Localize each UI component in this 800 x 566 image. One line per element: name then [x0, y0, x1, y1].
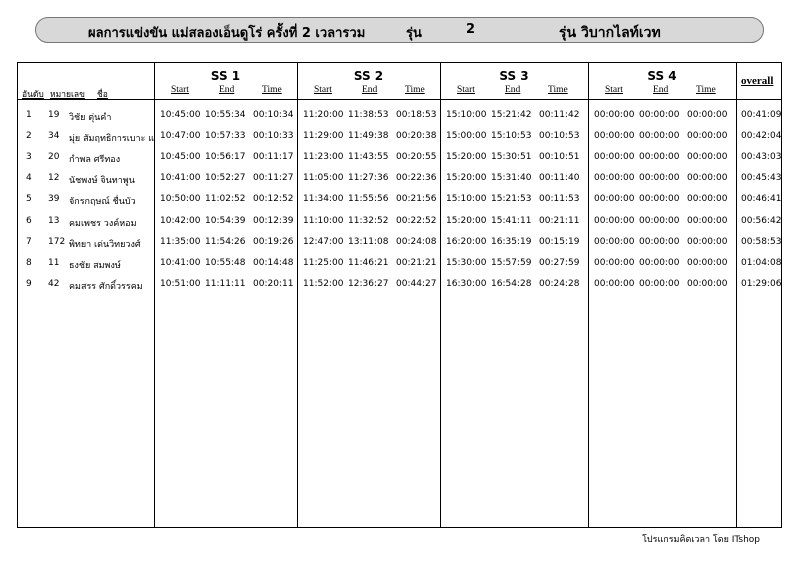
stage-start-cell: 11:05:00	[303, 173, 344, 184]
stage-start-cell: 15:20:00	[446, 215, 487, 226]
name-cell: มุ่ย สัมฤทธิการเบาะ แ	[69, 134, 155, 145]
class-label: รุ่น	[406, 26, 422, 41]
stage-title: SS 4	[647, 69, 677, 83]
rank-cell: 6	[26, 215, 32, 226]
stage-start-cell: 00:00:00	[594, 278, 635, 289]
rank-cell: 9	[26, 278, 32, 289]
stage-time-cell: 00:00:00	[687, 278, 728, 289]
stage-end-header: End	[653, 85, 669, 95]
number-cell: 12	[48, 173, 60, 184]
stage-start-header: Start	[171, 85, 189, 95]
stage-time-cell: 00:11:27	[253, 173, 294, 184]
stage-end-cell: 11:49:38	[348, 131, 389, 142]
stage-start-cell: 00:00:00	[594, 131, 635, 142]
stage-time-cell: 00:11:53	[539, 194, 580, 205]
header-divider	[18, 99, 781, 100]
stage-time-cell: 00:11:17	[253, 152, 294, 163]
stage-end-cell: 00:00:00	[639, 173, 680, 184]
stage-time-header: Time	[696, 85, 716, 95]
name-cell: ธงชัย สมพงษ์	[69, 260, 121, 271]
stage-time-cell: 00:21:21	[396, 257, 437, 268]
stage-end-cell: 11:43:55	[348, 152, 389, 163]
stage-start-cell: 11:25:00	[303, 257, 344, 268]
stage-time-cell: 00:00:00	[687, 110, 728, 120]
stage-end-cell: 00:00:00	[639, 131, 680, 142]
stage-time-header: Time	[548, 85, 568, 95]
stage-end-cell: 15:57:59	[491, 257, 532, 268]
stage-start-cell: 11:20:00	[303, 110, 344, 120]
stage-start-header: Start	[314, 85, 332, 95]
stage-start-cell: 00:00:00	[594, 236, 635, 247]
stage-title: SS 2	[353, 69, 384, 83]
stage-end-cell: 00:00:00	[639, 194, 680, 205]
stage-time-cell: 00:00:00	[687, 257, 728, 268]
stage-time-header: Time	[405, 85, 425, 95]
stage-time-cell: 00:24:08	[396, 236, 437, 247]
stage-start-cell: 00:00:00	[594, 257, 635, 268]
stage-start-cell: 10:50:00	[160, 194, 201, 205]
stage-start-cell: 11:34:00	[303, 194, 344, 205]
name-cell: คมเพชร วงค์หอม	[69, 218, 137, 229]
rank-cell: 3	[26, 152, 32, 163]
stage-end-cell: 10:54:39	[205, 215, 246, 226]
stage-end-header: End	[505, 85, 521, 95]
class-name: รุ่น วิบากไลท์เวท	[559, 25, 661, 41]
stage-time-cell: 00:20:11	[253, 278, 294, 289]
name-header: ชื่อ	[97, 90, 108, 100]
stage-time-cell: 00:22:36	[396, 173, 437, 184]
stage-start-cell: 10:47:00	[160, 131, 201, 142]
stage-start-header: Start	[457, 85, 475, 95]
stage-end-cell: 15:10:53	[491, 131, 532, 142]
stage-start-cell: 10:42:00	[160, 215, 201, 226]
stage-start-cell: 15:20:00	[446, 152, 487, 163]
stage-start-cell: 11:52:00	[303, 278, 344, 289]
stage-time-cell: 00:10:33	[253, 131, 294, 142]
rank-cell: 4	[26, 173, 32, 184]
name-cell: คมสรร ศักดิ์วรรคม	[69, 281, 143, 292]
overall-cell: 00:46:41	[741, 194, 782, 205]
stage-start-cell: 15:10:00	[446, 194, 487, 205]
stage-end-cell: 00:00:00	[639, 152, 680, 163]
stage-title: SS 3	[499, 69, 529, 83]
stage-time-cell: 00:22:52	[396, 215, 437, 226]
stage-time-cell: 00:15:19	[539, 236, 580, 247]
stage-end-cell: 00:00:00	[639, 278, 680, 289]
rank-cell: 2	[26, 131, 32, 142]
name-cell: พิทยา เด่นวิทยวงศ์	[69, 239, 141, 250]
stage-end-cell: 11:27:36	[348, 173, 389, 184]
rank-header: อันดับ	[22, 90, 44, 100]
stage-end-cell: 15:31:40	[491, 173, 532, 184]
overall-cell: 01:04:08	[741, 257, 782, 268]
number-header: หมายเลข	[50, 90, 85, 100]
stage-time-cell: 00:00:00	[687, 152, 728, 163]
stage-end-cell: 00:00:00	[639, 236, 680, 247]
stage-end-cell: 11:11:11	[205, 278, 246, 289]
stage-start-cell: 10:41:00	[160, 257, 201, 268]
overall-cell: 00:45:43	[741, 173, 782, 184]
name-cell: วิชัย ตุ่นคำ	[69, 113, 112, 123]
stage-end-cell: 11:55:56	[348, 194, 389, 205]
stage-time-cell: 00:24:28	[539, 278, 580, 289]
stage-start-cell: 00:00:00	[594, 173, 635, 184]
stage-end-cell: 16:35:19	[491, 236, 532, 247]
column-divider	[440, 63, 441, 527]
results-table	[17, 62, 782, 528]
stage-time-cell: 00:10:53	[539, 131, 580, 142]
stage-time-cell: 00:27:59	[539, 257, 580, 268]
stage-end-cell: 15:21:53	[491, 194, 532, 205]
rank-cell: 1	[26, 110, 32, 120]
stage-start-cell: 15:10:00	[446, 110, 487, 120]
stage-end-cell: 11:32:52	[348, 215, 389, 226]
stage-start-cell: 00:00:00	[594, 152, 635, 163]
name-cell: นัชพงษ์ จินทาพูน	[69, 176, 135, 187]
stage-end-cell: 15:41:11	[491, 215, 532, 226]
number-cell: 172	[48, 236, 66, 247]
stage-time-cell: 00:11:40	[539, 173, 580, 184]
stage-start-cell: 11:29:00	[303, 131, 344, 142]
stage-end-cell: 10:56:17	[205, 152, 246, 163]
stage-start-cell: 00:00:00	[594, 110, 635, 120]
stage-end-cell: 11:02:52	[205, 194, 246, 205]
stage-time-cell: 00:21:11	[539, 215, 580, 226]
stage-end-cell: 11:54:26	[205, 236, 246, 247]
overall-header: overall	[741, 75, 774, 87]
stage-end-header: End	[362, 85, 378, 95]
column-divider	[297, 63, 298, 527]
column-divider	[736, 63, 737, 527]
overall-cell: 00:58:53	[741, 236, 782, 247]
stage-end-cell: 15:30:51	[491, 152, 532, 163]
overall-cell: 00:43:03	[741, 152, 782, 163]
stage-start-cell: 00:00:00	[594, 194, 635, 205]
rank-cell: 7	[26, 236, 32, 247]
overall-cell: 00:56:42	[741, 215, 782, 226]
overall-cell: 00:41:09	[741, 110, 782, 120]
stage-end-cell: 10:52:27	[205, 173, 246, 184]
stage-start-cell: 15:20:00	[446, 173, 487, 184]
stage-time-cell: 00:20:55	[396, 152, 437, 163]
stage-start-cell: 11:35:00	[160, 236, 201, 247]
stage-title: SS 1	[210, 69, 241, 83]
stage-time-cell: 00:14:48	[253, 257, 294, 268]
name-cell: กำพล ศรีทอง	[69, 155, 121, 166]
title-bar	[35, 17, 764, 43]
stage-time-cell: 00:10:51	[539, 152, 580, 163]
column-divider	[588, 63, 589, 527]
stage-time-cell: 00:12:39	[253, 215, 294, 226]
stage-end-cell: 00:00:00	[639, 110, 680, 120]
rank-cell: 5	[26, 194, 32, 205]
stage-end-cell: 11:38:53	[348, 110, 389, 120]
stage-end-cell: 10:55:48	[205, 257, 246, 268]
footer-credit: โปรแกรมคิดเวลา โดย ITshop	[642, 535, 760, 545]
stage-time-cell: 00:19:26	[253, 236, 294, 247]
stage-time-cell: 00:12:52	[253, 194, 294, 205]
stage-time-cell: 00:10:34	[253, 110, 294, 120]
rank-cell: 8	[26, 257, 32, 268]
stage-start-cell: 11:23:00	[303, 152, 344, 163]
stage-start-cell: 16:30:00	[446, 278, 487, 289]
number-cell: 13	[48, 215, 60, 226]
stage-time-cell: 00:44:27	[396, 278, 437, 289]
stage-end-cell: 13:11:08	[348, 236, 389, 247]
overall-cell: 01:29:06	[741, 278, 782, 289]
stage-time-cell: 00:18:53	[396, 110, 437, 120]
stage-end-cell: 00:00:00	[639, 257, 680, 268]
class-number: 2	[466, 22, 476, 37]
stage-start-cell: 11:10:00	[303, 215, 344, 226]
stage-start-cell: 15:30:00	[446, 257, 487, 268]
stage-time-cell: 00:21:56	[396, 194, 437, 205]
number-cell: 20	[48, 152, 60, 163]
stage-start-header: Start	[605, 85, 623, 95]
stage-end-cell: 12:36:27	[348, 278, 389, 289]
stage-time-cell: 00:00:00	[687, 173, 728, 184]
stage-start-cell: 10:41:00	[160, 173, 201, 184]
stage-time-header: Time	[262, 85, 282, 95]
number-cell: 39	[48, 194, 60, 205]
stage-end-cell: 16:54:28	[491, 278, 532, 289]
stage-start-cell: 10:45:00	[160, 110, 201, 120]
number-cell: 42	[48, 278, 60, 289]
stage-time-cell: 00:00:00	[687, 215, 728, 226]
overall-cell: 00:42:04	[741, 131, 782, 142]
stage-start-cell: 00:00:00	[594, 215, 635, 226]
stage-time-cell: 00:00:00	[687, 131, 728, 142]
stage-start-cell: 15:00:00	[446, 131, 487, 142]
stage-start-cell: 16:20:00	[446, 236, 487, 247]
name-cell: จักรกฤษณ์ ชื่นบัว	[69, 197, 136, 208]
stage-time-cell: 00:00:00	[687, 236, 728, 247]
number-cell: 19	[48, 110, 60, 120]
stage-end-cell: 10:55:34	[205, 110, 246, 120]
stage-end-header: End	[219, 85, 235, 95]
stage-start-cell: 12:47:00	[303, 236, 344, 247]
stage-start-cell: 10:45:00	[160, 152, 201, 163]
number-cell: 34	[48, 131, 60, 142]
column-divider	[154, 63, 155, 527]
stage-end-cell: 11:46:21	[348, 257, 389, 268]
page-title: ผลการแข่งขัน แม่สลองเอ็นดูโร่ ครั้งที่ 2 เวลารวม	[88, 26, 366, 41]
stage-time-cell: 00:20:38	[396, 131, 437, 142]
number-cell: 11	[48, 257, 60, 268]
stage-end-cell: 10:57:33	[205, 131, 246, 142]
stage-start-cell: 10:51:00	[160, 278, 201, 289]
stage-time-cell: 00:00:00	[687, 194, 728, 205]
stage-end-cell: 00:00:00	[639, 215, 680, 226]
stage-time-cell: 00:11:42	[539, 110, 580, 120]
stage-end-cell: 15:21:42	[491, 110, 532, 120]
